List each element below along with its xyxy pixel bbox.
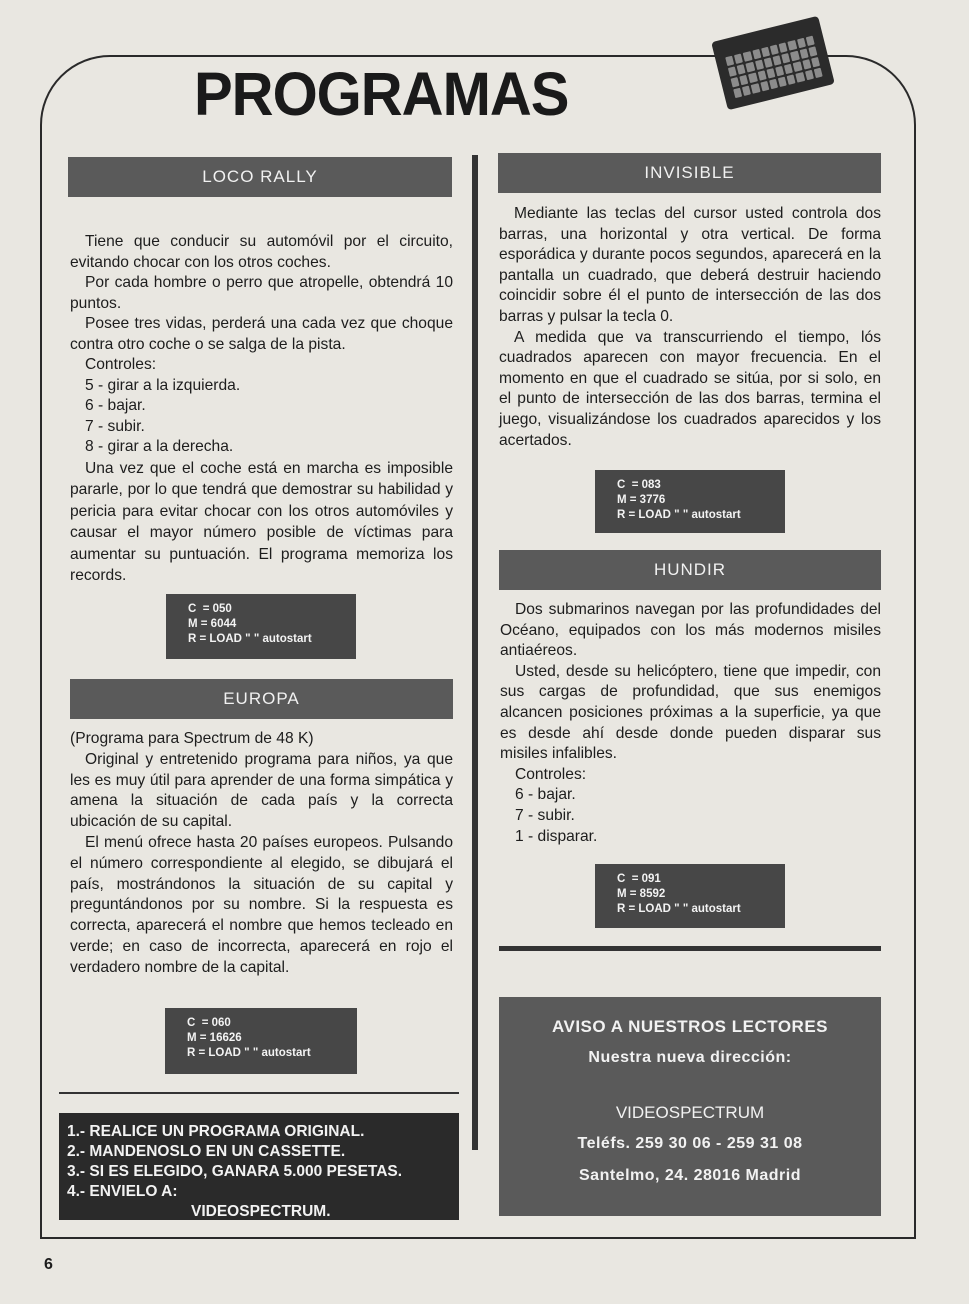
- notice-address: Santelmo, 24. 28016 Madrid: [579, 1167, 801, 1184]
- invisible-code-box: [595, 470, 785, 533]
- contest-line: 1.- REALICE UN PROGRAMA ORIGINAL.: [67, 1123, 365, 1140]
- loco-rally-control-item: 5 - girar a la izquierda.: [85, 376, 241, 394]
- hundir-text: [500, 600, 881, 847]
- code-line: M = 3776: [617, 494, 666, 506]
- loco-rally-paragraph: Una vez que el coche está en marcha es imposible pararle, por lo que tendrá que demostrar su habilidad y pericia para evitar chocar con los otros automóviles y causar el mayor número posible de víctimas para aumentar su puntuación. El programa memoriza los records.: [70, 459, 453, 584]
- page-number: 6: [44, 1256, 53, 1273]
- code-line: C = 050: [188, 603, 232, 615]
- hundir-code-box: [595, 864, 785, 928]
- hundir-controls-label: Controles:: [515, 765, 587, 783]
- loco-rally-heading: LOCO RALLY: [68, 157, 452, 197]
- europa-code-box: [165, 1008, 357, 1074]
- loco-rally-control-item: 8 - girar a la derecha.: [85, 438, 234, 455]
- loco-rally-control-item: 6 - bajar.: [85, 397, 146, 414]
- europa-paragraph: El menú ofrece hasta 20 países europeos. Pulsando el número correspondiente al elegido, se dibujará el país, mostrándonos la situación de su capital y preguntándonos por su nombre. Si la respuesta es correcta, aparecerá el nombre que hemos tecleado en verde; en caso de incorrecta, aparecerá en rojo el verdadero nombre de la capital.: [70, 833, 453, 976]
- loco-rally-paragraph: Por cada hombre o perro que atropelle, obtendrá 10 puntos.: [70, 274, 453, 312]
- section-rule: [59, 1092, 459, 1094]
- europa-paragraph: (Programa para Spectrum de 48 K): [70, 730, 314, 747]
- column-divider: [472, 155, 478, 1150]
- notice-company: VIDEOSPECTRUM: [615, 1103, 765, 1122]
- code-line: C = 060: [187, 1017, 231, 1029]
- contest-line: VIDEOSPECTRUM.: [191, 1203, 331, 1220]
- page-title: PROGRAMAS: [194, 60, 569, 129]
- hundir-control-item: 7 - subir.: [515, 806, 575, 824]
- code-line: M = 6044: [188, 618, 237, 630]
- loco-rally-control-item: 7 - subir.: [85, 417, 145, 435]
- invisible-paragraph: A medida que va transcurriendo el tiempo, lós cuadrados aparecen con mayor frecuencia. En el momento en que el cuadrado se sitúa, por si solo, en el punto de intersección de las dos barras, termina el juego, visualizándose los cuadrados aparecidos y los acertados.: [499, 328, 881, 449]
- contest-line: 3.- SI ES ELEGIDO, GANARA 5.000 PESETAS.: [67, 1163, 403, 1180]
- invisible-heading: INVISIBLE: [498, 153, 881, 193]
- code-line: M = 16626: [187, 1032, 242, 1044]
- notice-phones: Teléfs. 259 30 06 - 259 31 08: [577, 1135, 803, 1152]
- reader-notice-box: [499, 997, 881, 1216]
- hundir-paragraph: Dos submarinos navegan por las profundidades del Océano, equipados con los más modernos misiles antiaéreos.: [500, 601, 881, 660]
- notice-subtitle: Nuestra nueva dirección:: [588, 1049, 792, 1066]
- contest-box: [59, 1113, 459, 1220]
- invisible-paragraph: Mediante las teclas del cursor usted controla dos barras, una horizontal y otra vertical. De forma esporádica y durante pocos segundos, aparecerá en la pantalla un cuadrado, que deberá destruir haciendo coincidir sobre él el punto de intersección de las dos barras y pulsar la tecla 0.: [499, 205, 881, 325]
- loco-rally-paragraph: Tiene que conducir su automóvil por el circuito, evitando chocar con los otros coches.: [70, 233, 453, 271]
- code-line: M = 8592: [617, 888, 666, 900]
- contest-line: 4.- ENVIELO A:: [67, 1183, 178, 1200]
- code-line: R = LOAD " " autostart: [617, 509, 741, 521]
- contest-line: 2.- MANDENOSLO EN UN CASSETTE.: [67, 1143, 346, 1160]
- europa-paragraph: Original y entretenido programa para niños, ya que les es muy útil para aprender de una forma simpática y amena la situación de cada país y la correcta ubicación de su capital.: [70, 750, 453, 831]
- code-line: R = LOAD " " autostart: [188, 633, 312, 645]
- invisible-text: [499, 204, 881, 451]
- europa-heading: EUROPA: [70, 679, 453, 719]
- loco-rally-text: [70, 232, 453, 587]
- europa-text: [70, 729, 453, 979]
- code-line: R = LOAD " " autostart: [617, 903, 741, 915]
- code-line: C = 083: [617, 479, 661, 491]
- hundir-heading: HUNDIR: [499, 550, 881, 590]
- notice-title: AVISO A NUESTROS LECTORES: [551, 1017, 829, 1036]
- code-line: R = LOAD " " autostart: [187, 1047, 311, 1059]
- hundir-paragraph: Usted, desde su helicóptero, tiene que impedir, con sus cargas de profundidad, que sus enemigos alcancen posiciones próximas a la superficie, ya que es desde ahí desde donde pueden disparar sus misiles infalibles.: [500, 662, 881, 763]
- hundir-control-item: 6 - bajar.: [515, 786, 576, 804]
- loco-rally-controls-label: Controles:: [85, 356, 157, 373]
- hundir-control-item: 1 - disparar.: [515, 827, 598, 845]
- loco-rally-paragraph: Posee tres vidas, perderá una cada vez que choque contra otro coche o se salga de la pista.: [70, 315, 453, 353]
- loco-rally-code-box: [166, 594, 356, 659]
- code-line: C = 091: [617, 873, 661, 885]
- section-rule: [499, 946, 881, 951]
